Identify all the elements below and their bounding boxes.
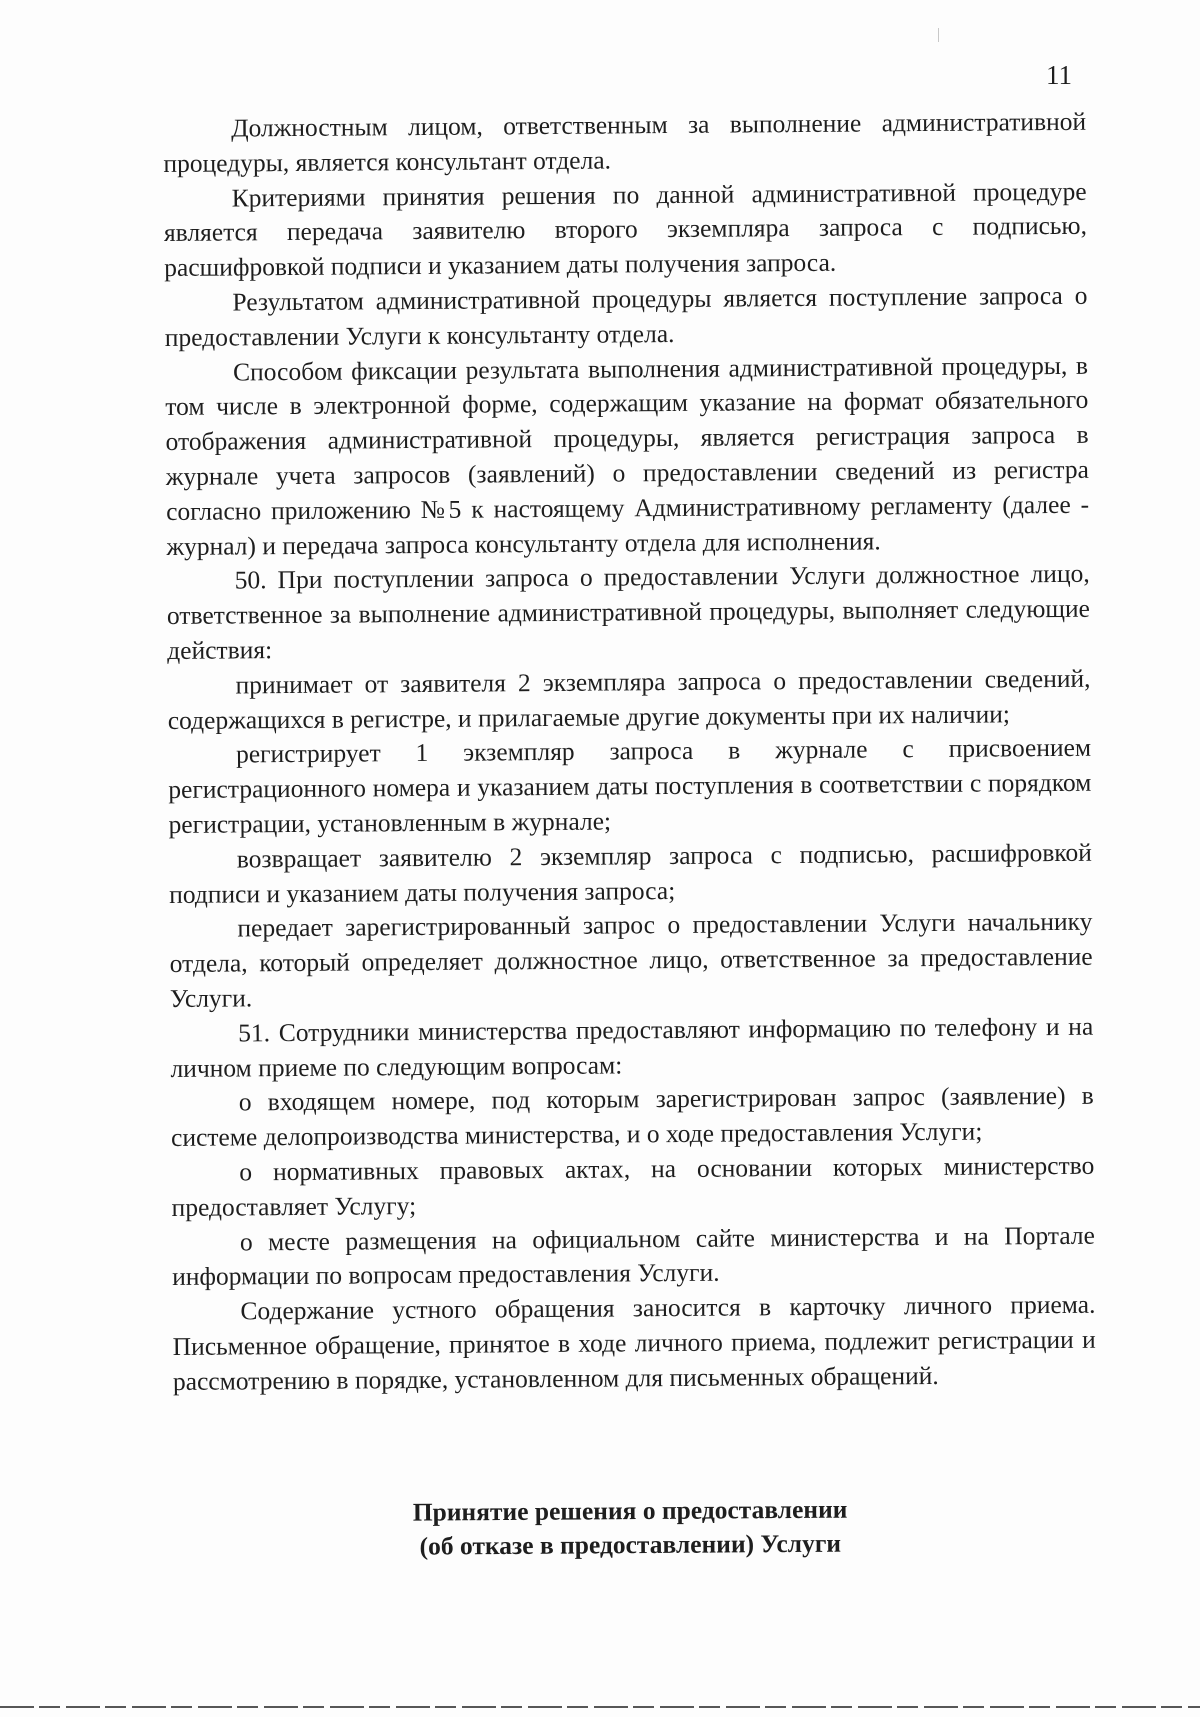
paragraph-decision-criteria: Критериями принятия решения по данной административной процедуре является передача заявителю второго экземпляра запроса с подписью, расшифровкой подписи и указанием даты получения запроса.	[163, 176, 1088, 283]
section-heading-line-2: (об отказе в предоставлении) Услуги	[419, 1528, 842, 1561]
paragraph-topic-website: о месте размещения на официальном сайте министерства и на Портале информации по вопросам предоставления Услуги.	[172, 1220, 1095, 1292]
paragraph-procedure-result: Результатом административной процедуры является поступление запроса о предоставлении Услуги к консультанту отдела.	[164, 280, 1088, 352]
paragraph-oral-appeal: Содержание устного обращения заносится в карточку личного приема. Письменное обращение, принятое в ходе личного приема, подлежит регистрации и рассмотрению в порядке, установленном для письменных обращений.	[172, 1289, 1096, 1396]
paragraph-item-51: 51. Сотрудники министерства предоставляют информацию по телефону и на личном приеме по следующим вопросам:	[170, 1011, 1094, 1083]
scan-artifact-mark	[938, 28, 939, 42]
paragraph-action-accept: принимает от заявителя 2 экземпляра запроса о предоставлении сведений, содержащихся в регистре, и прилагаемые другие документы при их наличии;	[167, 663, 1091, 735]
paragraph-topic-incoming-number: о входящем номере, под которым зарегистрирован запрос (заявление) в системе делопроизводства министерства, и о ходе предоставления Услуги;	[170, 1081, 1094, 1153]
paragraph-item-50: 50. При поступлении запроса о предоставлении Услуги должностное лицо, ответственное за выполнение административной процедуры, выполняет следующие действия:	[166, 559, 1091, 665]
paragraph-topic-legal-acts: о нормативных правовых актах, на основании которых министерство предоставляет Услугу;	[171, 1150, 1095, 1222]
scan-bottom-edge	[0, 1706, 1200, 1708]
page-number: 11	[1046, 60, 1072, 90]
paragraph-result-recording: Способом фиксации результата выполнения административной процедуры, в том числе в электронной форме, содержащим указание на формат обязательного отображения административной процедуры, является регистрация запроса в журнале учета запросов (заявлений) о предоставлении сведений из регистра согласно приложению №5 к настоящему Административному регламенту (далее - журнал) и передача запроса консультанту отдела для исполнения.	[165, 350, 1090, 561]
section-heading	[360, 1492, 900, 1564]
paragraph-action-transfer: передает зарегистрированный запрос о предоставлении Услуги начальнику отдела, который определяет должностное лицо, ответственное за предоставление Услуги.	[169, 907, 1093, 1013]
section-heading-line-1: Принятие решения о предоставлении	[412, 1494, 848, 1527]
document-body	[163, 105, 1096, 1400]
paragraph-action-register: регистрирует 1 экземпляр запроса в журнале с присвоением регистрационного номера и указанием даты поступления в соответствии с порядком регистрации, установленным в журнале;	[168, 733, 1092, 839]
paragraph-action-return: возвращает заявителю 2 экземпляр запроса с подписью, расшифровкой подписи и указанием даты получения запроса;	[169, 837, 1092, 909]
paragraph-responsible-official: Должностным лицом, ответственным за выполнение административной процедуры, является консультант отдела.	[163, 106, 1087, 178]
